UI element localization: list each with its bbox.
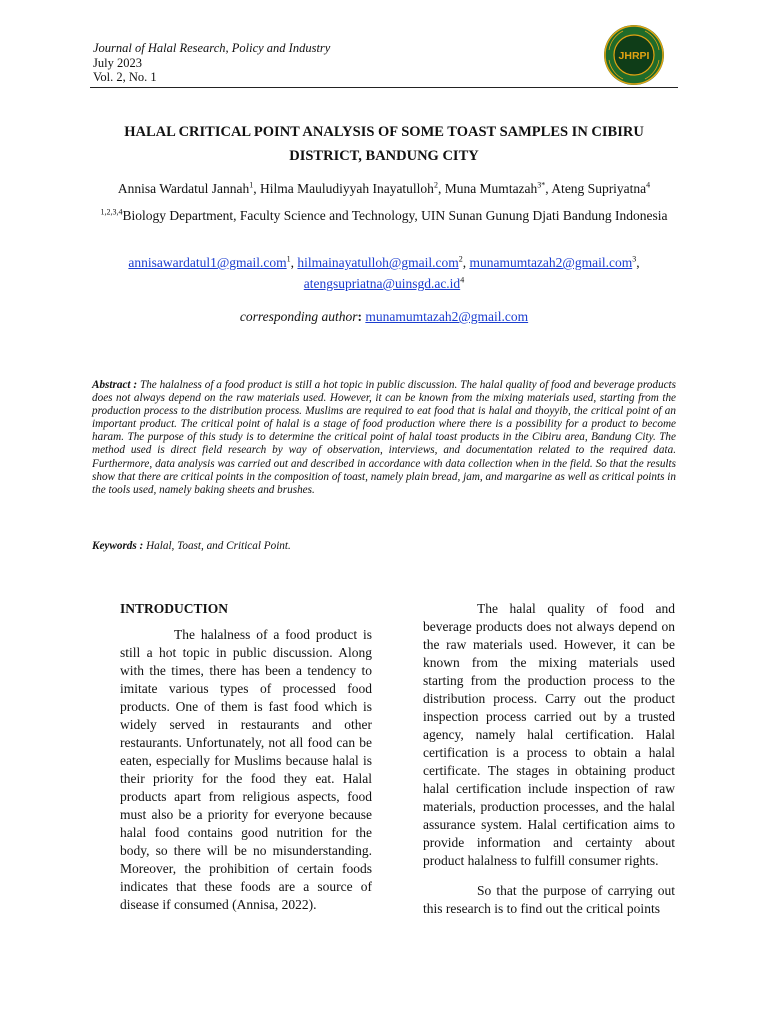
abstract-label: Abstract : [92,379,138,391]
left-column [120,600,372,914]
journal-logo-icon [603,24,665,86]
keywords-text: Halal, Toast, and Critical Point. [146,540,291,552]
paper-title: HALAL CRITICAL POINT ANALYSIS OF SOME TOAST SAMPLES IN CIBIRU DISTRICT, BANDUNG CITY [124,124,644,164]
logo-text: JHRPI [618,50,650,62]
keywords [92,540,676,552]
email-link[interactable]: hilmainayatulloh@gmail.com [297,255,459,270]
keywords-label: Keywords : [92,540,144,552]
body-paragraph: The halalness of a food product is still a hot topic in public discussion. Along with the times, there has been a tendency to imitate various types of processed food products. One of them is fast food which is widely served in restaurants and other restaurants. Unfortunately, not all food can be eaten, especially for Muslims because halal is their priority for the food they eat. Halal products apart from religious aspects, food must also be a priority for everyone because halal food contains good nutrition for the body, so there will be no misunderstanding. Moreover, the prohibition of certain foods indicates that these foods are a source of disease if consumed (Annisa, 2022). [120,627,372,912]
author-emails: annisawardatul1@gmail.com$^1$, hilmainayatulloh@gmail.com$^2$, munamumtazah2@gmail.com$^3$, $atengsupriatna@uinsgd.ac.id^4$ [128,254,640,291]
body-paragraph: So that the purpose of carrying out this research is to find out the critical points [423,883,675,916]
abstract [92,379,676,497]
author-name: Annisa Wardatul Jannah [117,181,250,196]
header-divider [90,87,678,88]
volume-number: Vol. 2, No. 1 [93,70,157,84]
issue-date: July 2023 [93,55,142,70]
body-paragraph: The halal quality of food and beverage products does not always depend on the raw materials used. However, it can be known from the mixing materials used starting from the production process to the distribution process. Carry out the product inspection process carried out by a trusted agency, namely halal certification. Halal certification is a process to obtain a halal certificate. The stages in obtaining product halal certification include inspection of raw materials, production processes, and the halal assurance system. Halal certification aims to provide information and certainty about product halalness to fulfill consumer rights. [423,601,675,868]
corresponding-label: corresponding author [239,309,358,324]
journal-name: Journal of Halal Research, Policy and Industry [93,41,331,55]
corresponding-email-link[interactable]: munamumtazah2@gmail.com [365,309,529,324]
email-link[interactable]: atengsupriatna@uinsgd.ac.id [303,276,461,291]
right-column [423,600,675,918]
author-name: Ateng Supriyatna [551,181,647,196]
email-link[interactable]: annisawardatul1@gmail.com [128,255,287,270]
email-link[interactable]: munamumtazah2@gmail.com [469,255,633,270]
affiliation: $^{1,2,3,4}$Biology Department, Faculty Science and Technology, UIN Sunan Gunung Djati Bandung Indonesia [100,207,668,223]
author-name: Hilma Mauludiyyah Inayatulloh [259,181,434,196]
author-list: Annisa Wardatul Jannah$^1$, Hilma Mauludiyyah Inayatulloh$^2$, Muna Mumtazah$^{3*}$, Ateng Supriyatna$^4$ [117,180,651,196]
corresponding-author: corresponding author: munamumtazah2@gmail.com [239,309,529,324]
journal-header [93,41,330,85]
abstract-text: The halalness of a food product is still a hot topic in public discussion. The halal quality of food and beverage products does not always depend on the raw materials used. However, it can be known from the mixing materials used, starting from the production process to the distribution process. Muslims are required to eat food that is halal and thoyyib, the critical point of an important product. The critical point of halal is a stage of food production where there is a possibility for a product to become haram. The purpose of this study is to determine the critical point of halal toast products in the Cibiru area, Bandung City. The method used is direct field research by way of observation, interviews, and documentation related to the required data. Furthermore, data analysis was carried out and described in accordance with data collection when in the field. So that the results show that there are critical points in the composition of toast, namely plain bread, jam, and margarine as well as critical points in the tools used, namely baking sheets and brushes. [92,379,677,496]
section-heading-introduction: INTRODUCTION [120,601,229,616]
author-name: Muna Mumtazah [444,181,538,196]
